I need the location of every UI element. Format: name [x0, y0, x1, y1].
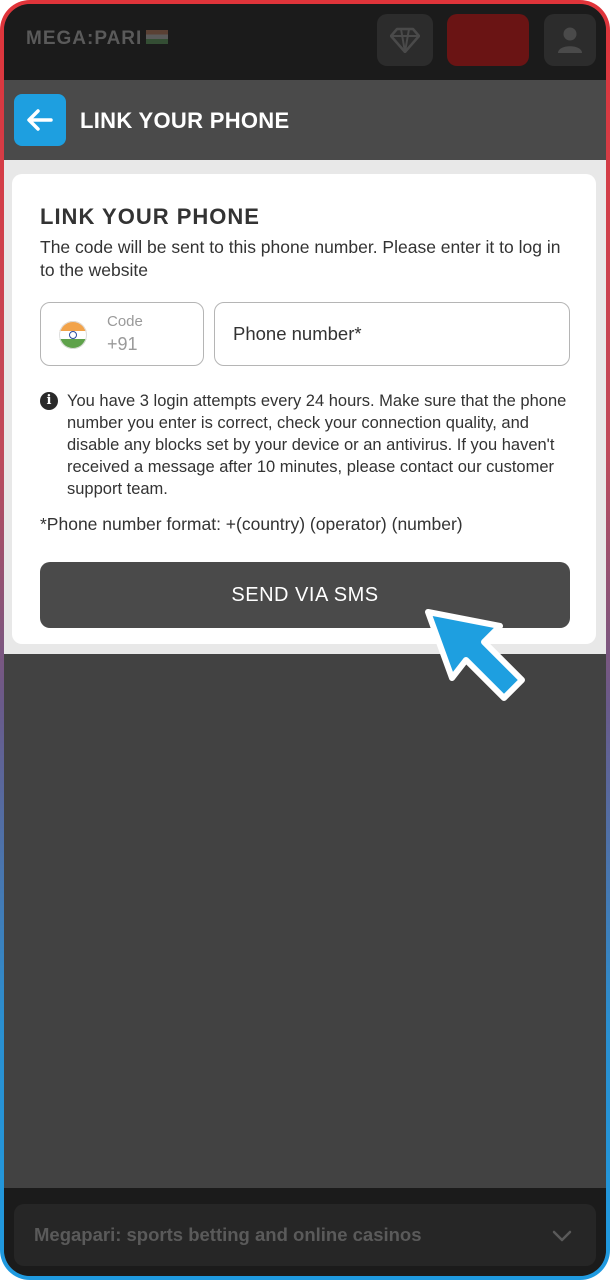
screen — [4, 4, 606, 1276]
footer-accordion[interactable] — [14, 1204, 596, 1266]
card-title: LINK YOUR PHONE — [40, 204, 260, 229]
pointer-arrow-icon — [414, 602, 534, 712]
footer — [4, 1188, 606, 1276]
code-label: Code — [107, 313, 143, 330]
diamond-icon — [390, 27, 420, 53]
back-button[interactable] — [14, 94, 66, 146]
arrow-left-icon — [27, 109, 53, 131]
code-value: +91 — [107, 334, 138, 354]
card-description: The code will be sent to this phone number. Please enter it to log in to the website — [40, 237, 561, 280]
footer-text: Megapari: sports betting and online casinos — [34, 1224, 422, 1245]
chevron-down-icon — [550, 1224, 574, 1248]
link-phone-card — [12, 174, 596, 644]
page-title: LINK YOUR PHONE — [80, 108, 290, 133]
content-panel — [4, 160, 606, 654]
send-via-sms-button[interactable]: SEND VIA SMS — [40, 562, 570, 628]
profile-button[interactable] — [544, 14, 596, 66]
page-header — [4, 80, 606, 160]
diamond-button[interactable] — [377, 14, 433, 66]
top-app-bar — [4, 4, 606, 80]
india-flag-icon — [59, 321, 87, 349]
login-attempts-notice: You have 3 login attempts every 24 hours. Make sure that the phone number you enter is correct, check your connection quality, and disable any blocks set by your device or an antivirus. If you haven't received a message after 10 minutes, please contact our customer support team. — [67, 392, 567, 498]
user-icon — [557, 26, 583, 54]
megapari-logo[interactable] — [26, 28, 168, 50]
phone-number-input[interactable] — [214, 302, 570, 366]
phone-format-note: *Phone number format: +(country) (operator) (number) — [40, 514, 463, 534]
info-icon: i — [40, 392, 58, 410]
register-button[interactable] — [447, 14, 529, 66]
india-flag-icon — [146, 30, 168, 44]
logo-text: MEGA:PARI — [26, 28, 143, 49]
country-code-selector[interactable] — [40, 302, 204, 366]
